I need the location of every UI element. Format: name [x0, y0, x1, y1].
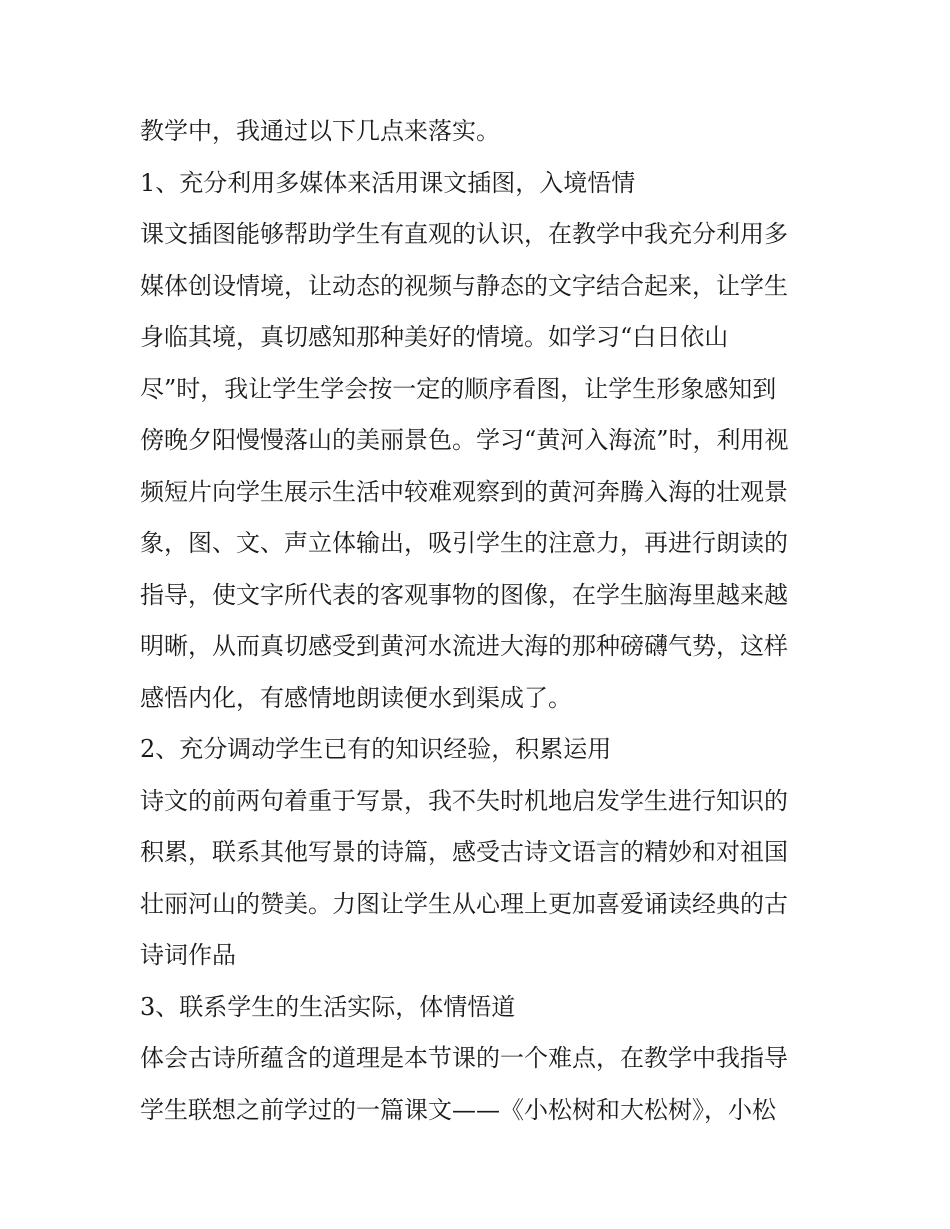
text-line: 诗词作品	[140, 941, 236, 969]
section-heading-2: 2、充分调动学生已有的知识经验，积累运用	[140, 735, 612, 763]
text-line: 频短片向学生展示生活中较难观察到的黄河奔腾入海的壮观景	[140, 477, 788, 506]
text-line: 傍晚夕阳慢慢落山的美丽景色。学习“黄河入海流”时，利用视	[140, 426, 789, 454]
text-line: 壮丽河山的赞美。力图让学生从心理上更加喜爱诵读经典的古	[140, 889, 788, 918]
section-heading-1: 1、充分利用多媒体来活用课文插图，入境悟情	[140, 168, 636, 197]
text-line: 媒体创设情境，让动态的视频与静态的文字结合起来，让学生	[140, 271, 788, 300]
text-line: 体会古诗所蕴含的道理是本节课的一个难点，在教学中我指导	[140, 1044, 788, 1072]
text-line: 身临其境，真切感知那种美好的情境。如学习“白日依山	[140, 323, 729, 351]
document-body	[140, 106, 820, 1136]
text-line: 教学中，我通过以下几点来落实。	[140, 117, 500, 145]
text-line: 学生联想之前学过的一篇课文——《小松树和大松树》，小松	[140, 1095, 776, 1124]
text-line: 诗文的前两句着重于写景，我不失时机地启发学生进行知识的	[140, 786, 788, 815]
text-line: 感悟内化，有感情地朗读便水到渠成了。	[140, 683, 572, 712]
text-line: 课文插图能够帮助学生有直观的认识，在教学中我充分利用多	[140, 220, 788, 248]
text-line: 明晰，从而真切感受到黄河水流进大海的那种磅礴气势，这样	[140, 632, 788, 660]
section-heading-3: 3、联系学生的生活实际，体情悟道	[140, 992, 516, 1021]
text-line: 尽”时，我让学生学会按一定的顺序看图，让学生形象感知到	[140, 374, 777, 403]
text-line: 积累，联系其他写景的诗篇，感受古诗文语言的精妙和对祖国	[140, 838, 788, 866]
text-line: 指导，使文字所代表的客观事物的图像，在学生脑海里越来越	[140, 580, 788, 609]
text-line: 象，图、文、声立体输出，吸引学生的注意力，再进行朗读的	[140, 529, 788, 557]
